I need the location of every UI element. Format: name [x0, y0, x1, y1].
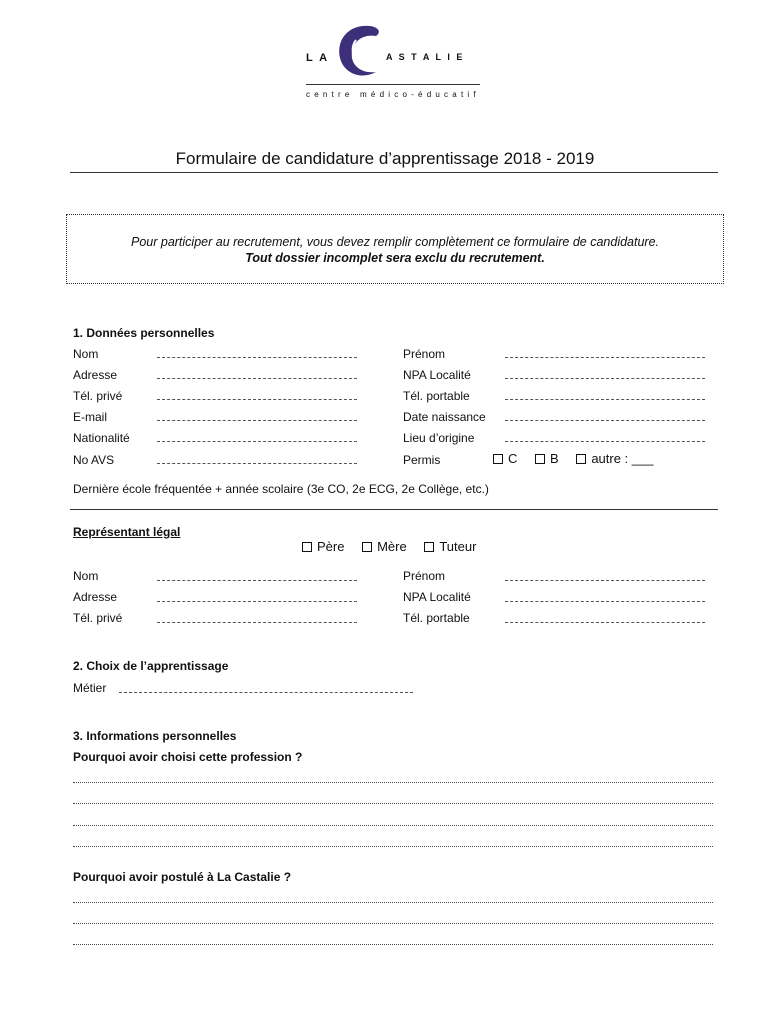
nationalite-input-line[interactable]	[157, 441, 357, 442]
legal-prenom-input-line[interactable]	[505, 580, 705, 581]
permis-c-label: C	[508, 451, 518, 466]
date-naissance-input-line[interactable]	[505, 420, 705, 421]
field-label-permis: Permis	[403, 453, 441, 467]
permis-b-checkbox[interactable]	[535, 451, 573, 466]
tuteur-checkbox[interactable]	[424, 539, 476, 554]
mere-checkbox[interactable]	[362, 539, 421, 554]
tel-prive-input-line[interactable]	[157, 399, 357, 400]
page-title: Formulaire de candidature d’apprentissage 2018 - 2019	[175, 149, 595, 168]
logo-right-text: A S T A L I E	[386, 52, 465, 62]
nom-input-line[interactable]	[157, 357, 357, 358]
field-label-npa-localite: NPA Localité	[403, 368, 471, 382]
lieu-origine-input-line[interactable]	[505, 441, 705, 442]
last-school-label: Dernière école fréquentée + année scolaire (3e CO, 2e ECG, 2e Collège, etc.)	[73, 482, 489, 496]
legal-tel-prive-input-line[interactable]	[157, 622, 357, 623]
prenom-input-line[interactable]	[505, 357, 705, 358]
answer-line[interactable]	[73, 782, 713, 783]
legal-npa-localite-input-line[interactable]	[505, 601, 705, 602]
answer-line[interactable]	[73, 803, 713, 804]
legal-label-npa-localite: NPA Localité	[403, 590, 471, 604]
metier-input-line[interactable]	[119, 692, 413, 693]
field-label-no-avs: No AVS	[73, 453, 115, 467]
permis-options	[493, 451, 653, 466]
notice-box	[66, 214, 724, 284]
logo	[300, 22, 490, 107]
section2-heading: 2. Choix de l’apprentissage	[73, 659, 229, 673]
title-rule	[70, 172, 718, 173]
legal-heading: Représentant légal	[73, 525, 181, 539]
logo-rule	[306, 84, 480, 85]
permis-autre-label: autre : ___	[591, 451, 654, 466]
section1-heading: 1. Données personnelles	[73, 326, 215, 340]
notice-line-2: Tout dossier incomplet sera exclu du recrutement.	[245, 251, 545, 265]
legal-options	[302, 539, 476, 554]
permis-b-label: B	[550, 451, 559, 466]
legal-adresse-input-line[interactable]	[157, 601, 357, 602]
field-label-email: E-mail	[73, 410, 108, 424]
answer-line[interactable]	[73, 825, 713, 826]
answer-line[interactable]	[73, 902, 713, 903]
legal-label-adresse: Adresse	[73, 590, 118, 604]
adresse-input-line[interactable]	[157, 378, 357, 379]
answer-line[interactable]	[73, 846, 713, 847]
field-label-lieu-origine: Lieu d’origine	[403, 431, 475, 445]
question-profession: Pourquoi avoir choisi cette profession ?	[73, 750, 303, 764]
field-label-date-naissance: Date naissance	[403, 410, 486, 424]
field-label-nom: Nom	[73, 347, 99, 361]
answer-line[interactable]	[73, 923, 713, 924]
field-label-adresse: Adresse	[73, 368, 118, 382]
notice-line-1: Pour participer au recrutement, vous devez remplir complètement ce formulaire de candidature.	[130, 235, 660, 249]
permis-autre-checkbox[interactable]	[576, 451, 653, 466]
field-label-prenom: Prénom	[403, 347, 446, 361]
answer-line[interactable]	[73, 944, 713, 945]
legal-tel-portable-input-line[interactable]	[505, 622, 705, 623]
logo-left-text: L A	[306, 52, 330, 64]
legal-label-prenom: Prénom	[403, 569, 446, 583]
checkbox-icon	[424, 542, 434, 552]
legal-label-tel-portable: Tél. portable	[403, 611, 470, 625]
logo-subtitle: c e n t r e m é d i c o - é d u c a t i f	[306, 90, 477, 99]
checkbox-icon	[535, 454, 545, 464]
mere-label: Mère	[377, 539, 407, 554]
section-rule	[70, 509, 718, 510]
pere-label: Père	[317, 539, 345, 554]
checkbox-icon	[576, 454, 586, 464]
tuteur-label: Tuteur	[439, 539, 477, 554]
checkbox-icon	[362, 542, 372, 552]
pere-checkbox[interactable]	[302, 539, 358, 554]
email-input-line[interactable]	[157, 420, 357, 421]
section3-heading: 3. Informations personnelles	[73, 729, 237, 743]
legal-label-nom: Nom	[73, 569, 99, 583]
legal-label-tel-prive: Tél. privé	[73, 611, 123, 625]
metier-label: Métier	[73, 681, 107, 695]
permis-c-checkbox[interactable]	[493, 451, 531, 466]
question-castalie: Pourquoi avoir postulé à La Castalie ?	[73, 870, 292, 884]
field-label-tel-prive: Tél. privé	[73, 389, 123, 403]
checkbox-icon	[302, 542, 312, 552]
no-avs-input-line[interactable]	[157, 463, 357, 464]
legal-nom-input-line[interactable]	[157, 580, 357, 581]
field-label-tel-portable: Tél. portable	[403, 389, 470, 403]
tel-portable-input-line[interactable]	[505, 399, 705, 400]
npa-localite-input-line[interactable]	[505, 378, 705, 379]
checkbox-icon	[493, 454, 503, 464]
logo-swirl-icon	[330, 22, 385, 82]
field-label-nationalite: Nationalité	[73, 431, 130, 445]
